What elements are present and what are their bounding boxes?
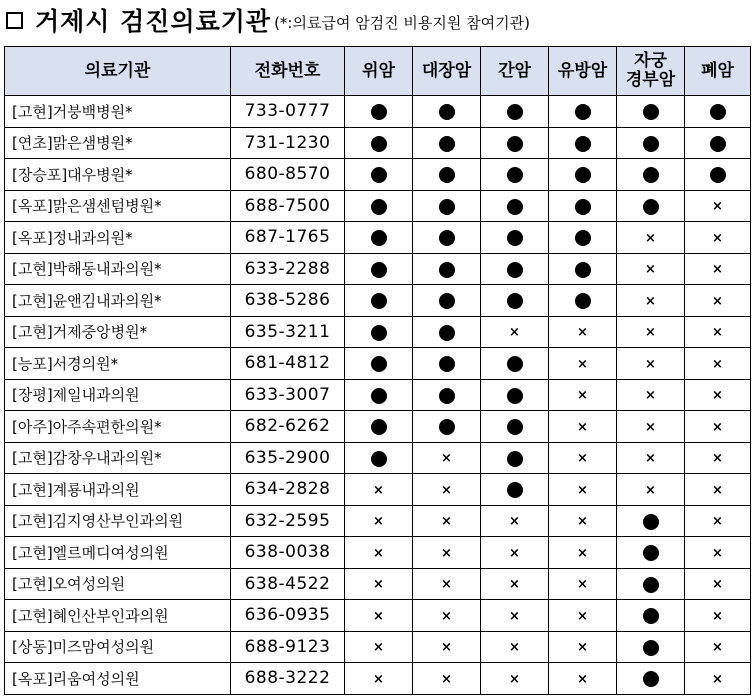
not-available-cell (685, 505, 751, 537)
institution-name: [고현]박해동내과의원* (5, 253, 231, 285)
header-cancer-breast: 유방암 (549, 47, 617, 96)
table-row (5, 411, 751, 443)
not-available-cell (617, 348, 685, 380)
available-cell (345, 411, 413, 443)
filled-circle-icon (371, 104, 387, 120)
cross-mark-icon: × (509, 514, 520, 530)
available-cell (413, 96, 481, 128)
filled-circle-icon (371, 167, 387, 183)
cross-mark-icon: × (373, 671, 384, 687)
not-available-cell (685, 568, 751, 600)
available-cell (345, 379, 413, 411)
not-available-cell (549, 568, 617, 600)
phone-number: 638-5286 (231, 285, 345, 317)
cross-mark-icon: × (645, 262, 656, 278)
available-cell (413, 411, 481, 443)
filled-circle-icon (575, 199, 591, 215)
not-available-cell (345, 568, 413, 600)
available-cell (413, 348, 481, 380)
cross-mark-icon: × (577, 608, 588, 624)
cross-mark-icon: × (509, 577, 520, 593)
institution-name: [아주]아주속편한의원* (5, 411, 231, 443)
table-row (5, 222, 751, 254)
cross-mark-icon: × (712, 640, 723, 656)
not-available-cell (685, 442, 751, 474)
available-cell (413, 379, 481, 411)
phone-number: 687-1765 (231, 222, 345, 254)
available-cell (617, 127, 685, 159)
cross-mark-icon: × (441, 482, 452, 498)
cross-mark-icon: × (645, 419, 656, 435)
header-institution: 의료기관 (5, 47, 231, 96)
phone-number: 638-4522 (231, 568, 345, 600)
filled-circle-icon (507, 293, 523, 309)
cross-mark-icon: × (373, 482, 384, 498)
not-available-cell (345, 537, 413, 569)
header-cancer-cervical: 자궁 경부암 (617, 47, 685, 96)
available-cell (617, 159, 685, 191)
not-available-cell (685, 411, 751, 443)
cross-mark-icon: × (509, 545, 520, 561)
available-cell (345, 127, 413, 159)
not-available-cell (345, 600, 413, 632)
not-available-cell (685, 190, 751, 222)
available-cell (413, 316, 481, 348)
not-available-cell (413, 663, 481, 695)
available-cell (617, 631, 685, 663)
not-available-cell (617, 253, 685, 285)
filled-circle-icon (371, 356, 387, 372)
cross-mark-icon: × (577, 577, 588, 593)
available-cell (413, 222, 481, 254)
table-row (5, 631, 751, 663)
available-cell (413, 127, 481, 159)
institution-name: [고현]엘르메디여성의원 (5, 537, 231, 569)
phone-number: 682-6262 (231, 411, 345, 443)
clinic-table (4, 46, 751, 695)
cross-mark-icon: × (712, 577, 723, 593)
cross-mark-icon: × (577, 671, 588, 687)
not-available-cell (481, 663, 549, 695)
filled-circle-icon (643, 640, 659, 656)
not-available-cell (685, 253, 751, 285)
checkbox-square-icon (6, 12, 23, 29)
not-available-cell (413, 631, 481, 663)
cross-mark-icon: × (712, 199, 723, 215)
filled-circle-icon (507, 167, 523, 183)
not-available-cell (413, 568, 481, 600)
filled-circle-icon (643, 167, 659, 183)
not-available-cell (549, 537, 617, 569)
phone-number: 636-0935 (231, 600, 345, 632)
table-row (5, 537, 751, 569)
cross-mark-icon: × (712, 671, 723, 687)
not-available-cell (685, 474, 751, 506)
filled-circle-icon (439, 325, 455, 341)
available-cell (481, 442, 549, 474)
cross-mark-icon: × (645, 451, 656, 467)
institution-name: [연초]맑은샘병원* (5, 127, 231, 159)
filled-circle-icon (439, 419, 455, 435)
not-available-cell (617, 316, 685, 348)
header-row (5, 47, 751, 96)
available-cell (481, 474, 549, 506)
available-cell (413, 159, 481, 191)
cross-mark-icon: × (712, 293, 723, 309)
not-available-cell (413, 600, 481, 632)
cross-mark-icon: × (577, 640, 588, 656)
institution-name: [상동]미즈맘여성의원 (5, 631, 231, 663)
cross-mark-icon: × (712, 608, 723, 624)
available-cell (345, 96, 413, 128)
table-row (5, 285, 751, 317)
cross-mark-icon: × (712, 230, 723, 246)
available-cell (685, 127, 751, 159)
institution-name: [고현]김지영산부인과의원 (5, 505, 231, 537)
phone-number: 638-0038 (231, 537, 345, 569)
filled-circle-icon (575, 104, 591, 120)
filled-circle-icon (710, 104, 726, 120)
available-cell (617, 190, 685, 222)
not-available-cell (345, 474, 413, 506)
filled-circle-icon (439, 136, 455, 152)
filled-circle-icon (507, 451, 523, 467)
filled-circle-icon (643, 104, 659, 120)
cross-mark-icon: × (441, 671, 452, 687)
institution-name: [고현]계룡내과의원 (5, 474, 231, 506)
filled-circle-icon (575, 230, 591, 246)
institution-name: [고현]감창우내과의원* (5, 442, 231, 474)
cross-mark-icon: × (509, 608, 520, 624)
not-available-cell (685, 631, 751, 663)
phone-number: 635-3211 (231, 316, 345, 348)
not-available-cell (345, 631, 413, 663)
not-available-cell (685, 663, 751, 695)
phone-number: 731-1230 (231, 127, 345, 159)
filled-circle-icon (439, 293, 455, 309)
filled-circle-icon (439, 167, 455, 183)
filled-circle-icon (371, 451, 387, 467)
filled-circle-icon (439, 262, 455, 278)
available-cell (481, 253, 549, 285)
available-cell (345, 348, 413, 380)
cross-mark-icon: × (645, 356, 656, 372)
filled-circle-icon (643, 545, 659, 561)
institution-name: [장평]제일내과의원 (5, 379, 231, 411)
filled-circle-icon (507, 230, 523, 246)
available-cell (617, 600, 685, 632)
filled-circle-icon (439, 388, 455, 404)
cross-mark-icon: × (645, 482, 656, 498)
filled-circle-icon (371, 262, 387, 278)
cross-mark-icon: × (373, 640, 384, 656)
cross-mark-icon: × (577, 419, 588, 435)
available-cell (549, 96, 617, 128)
filled-circle-icon (710, 167, 726, 183)
phone-number: 688-7500 (231, 190, 345, 222)
table-row (5, 127, 751, 159)
table-row (5, 568, 751, 600)
not-available-cell (617, 285, 685, 317)
filled-circle-icon (507, 419, 523, 435)
phone-number: 681-4812 (231, 348, 345, 380)
title-note: (*:의료급여 암검진 비용지원 참여기관) (274, 14, 530, 32)
filled-circle-icon (710, 136, 726, 152)
filled-circle-icon (371, 388, 387, 404)
filled-circle-icon (507, 136, 523, 152)
not-available-cell (413, 537, 481, 569)
available-cell (345, 253, 413, 285)
cross-mark-icon: × (577, 482, 588, 498)
filled-circle-icon (575, 167, 591, 183)
table-row (5, 505, 751, 537)
cross-mark-icon: × (712, 514, 723, 530)
filled-circle-icon (643, 136, 659, 152)
cross-mark-icon: × (373, 608, 384, 624)
not-available-cell (413, 474, 481, 506)
header-cancer-colon: 대장암 (413, 47, 481, 96)
institution-name: [고현]거붕백병원* (5, 96, 231, 128)
available-cell (345, 222, 413, 254)
cross-mark-icon: × (712, 262, 723, 278)
not-available-cell (685, 285, 751, 317)
not-available-cell (481, 600, 549, 632)
cross-mark-icon: × (577, 514, 588, 530)
available-cell (549, 285, 617, 317)
filled-circle-icon (371, 230, 387, 246)
filled-circle-icon (507, 262, 523, 278)
filled-circle-icon (371, 325, 387, 341)
phone-number: 633-3007 (231, 379, 345, 411)
not-available-cell (617, 411, 685, 443)
filled-circle-icon (643, 608, 659, 624)
available-cell (481, 127, 549, 159)
cross-mark-icon: × (509, 671, 520, 687)
not-available-cell (481, 505, 549, 537)
available-cell (413, 190, 481, 222)
not-available-cell (685, 379, 751, 411)
institution-name: [고현]오여성의원 (5, 568, 231, 600)
filled-circle-icon (507, 388, 523, 404)
phone-number: 634-2828 (231, 474, 345, 506)
available-cell (617, 663, 685, 695)
not-available-cell (549, 442, 617, 474)
table-row (5, 96, 751, 128)
cross-mark-icon: × (645, 325, 656, 341)
phone-number: 632-2595 (231, 505, 345, 537)
available-cell (685, 159, 751, 191)
available-cell (413, 253, 481, 285)
institution-name: [고현]윤앤김내과의원* (5, 285, 231, 317)
not-available-cell (685, 348, 751, 380)
not-available-cell (549, 474, 617, 506)
header-cancer-stomach: 위암 (345, 47, 413, 96)
institution-name: [능포]서경의원* (5, 348, 231, 380)
filled-circle-icon (371, 199, 387, 215)
filled-circle-icon (439, 104, 455, 120)
phone-number: 635-2900 (231, 442, 345, 474)
header-cancer-liver: 간암 (481, 47, 549, 96)
not-available-cell (481, 316, 549, 348)
filled-circle-icon (575, 136, 591, 152)
not-available-cell (549, 316, 617, 348)
available-cell (481, 190, 549, 222)
header-cancer-lung: 폐암 (685, 47, 751, 96)
not-available-cell (413, 505, 481, 537)
table-row (5, 159, 751, 191)
available-cell (617, 505, 685, 537)
institution-name: [고현]혜인산부인과의원 (5, 600, 231, 632)
not-available-cell (481, 568, 549, 600)
institution-name: [옥포]리움여성의원 (5, 663, 231, 695)
cross-mark-icon: × (645, 293, 656, 309)
cross-mark-icon: × (441, 545, 452, 561)
filled-circle-icon (371, 136, 387, 152)
filled-circle-icon (439, 230, 455, 246)
cross-mark-icon: × (441, 451, 452, 467)
available-cell (549, 253, 617, 285)
filled-circle-icon (507, 356, 523, 372)
cross-mark-icon: × (712, 356, 723, 372)
cross-mark-icon: × (441, 577, 452, 593)
not-available-cell (549, 505, 617, 537)
institution-name: [장승포]대우병원* (5, 159, 231, 191)
not-available-cell (549, 663, 617, 695)
table-row (5, 474, 751, 506)
cross-mark-icon: × (712, 545, 723, 561)
cross-mark-icon: × (577, 325, 588, 341)
available-cell (481, 285, 549, 317)
cross-mark-icon: × (441, 608, 452, 624)
header-phone: 전화번호 (231, 47, 345, 96)
table-row (5, 348, 751, 380)
cross-mark-icon: × (712, 482, 723, 498)
available-cell (685, 96, 751, 128)
phone-number: 733-0777 (231, 96, 345, 128)
available-cell (617, 96, 685, 128)
cross-mark-icon: × (373, 577, 384, 593)
not-available-cell (617, 442, 685, 474)
cross-mark-icon: × (645, 230, 656, 246)
institution-name: [옥포]맑은샘센텀병원* (5, 190, 231, 222)
institution-name: [고현]거제중앙병원* (5, 316, 231, 348)
cross-mark-icon: × (645, 388, 656, 404)
available-cell (481, 411, 549, 443)
filled-circle-icon (575, 262, 591, 278)
table-row (5, 253, 751, 285)
not-available-cell (617, 222, 685, 254)
cross-mark-icon: × (509, 640, 520, 656)
phone-number: 680-8570 (231, 159, 345, 191)
table-row (5, 316, 751, 348)
cross-mark-icon: × (373, 545, 384, 561)
not-available-cell (685, 537, 751, 569)
not-available-cell (345, 663, 413, 695)
not-available-cell (549, 348, 617, 380)
not-available-cell (345, 505, 413, 537)
filled-circle-icon (439, 199, 455, 215)
not-available-cell (549, 379, 617, 411)
filled-circle-icon (507, 482, 523, 498)
not-available-cell (685, 222, 751, 254)
cross-mark-icon: × (712, 451, 723, 467)
filled-circle-icon (371, 419, 387, 435)
available-cell (481, 96, 549, 128)
available-cell (549, 127, 617, 159)
cross-mark-icon: × (712, 325, 723, 341)
not-available-cell (481, 631, 549, 663)
cross-mark-icon: × (509, 325, 520, 341)
phone-number: 688-3222 (231, 663, 345, 695)
not-available-cell (617, 379, 685, 411)
available-cell (481, 379, 549, 411)
available-cell (617, 568, 685, 600)
cross-mark-icon: × (712, 419, 723, 435)
filled-circle-icon (439, 356, 455, 372)
available-cell (549, 190, 617, 222)
available-cell (345, 442, 413, 474)
filled-circle-icon (643, 671, 659, 687)
not-available-cell (549, 631, 617, 663)
institution-name: [옥포]정내과의원* (5, 222, 231, 254)
filled-circle-icon (575, 293, 591, 309)
not-available-cell (685, 316, 751, 348)
available-cell (345, 190, 413, 222)
available-cell (481, 159, 549, 191)
available-cell (481, 222, 549, 254)
cross-mark-icon: × (712, 388, 723, 404)
not-available-cell (617, 474, 685, 506)
not-available-cell (549, 411, 617, 443)
title-main: 거제시 검진의료기관 (35, 7, 272, 36)
table-row (5, 442, 751, 474)
cross-mark-icon: × (441, 514, 452, 530)
available-cell (481, 348, 549, 380)
available-cell (549, 222, 617, 254)
not-available-cell (413, 442, 481, 474)
available-cell (345, 159, 413, 191)
cross-mark-icon: × (577, 545, 588, 561)
cross-mark-icon: × (577, 388, 588, 404)
filled-circle-icon (371, 293, 387, 309)
not-available-cell (685, 600, 751, 632)
filled-circle-icon (507, 104, 523, 120)
phone-number: 688-9123 (231, 631, 345, 663)
available-cell (549, 159, 617, 191)
cross-mark-icon: × (441, 640, 452, 656)
table-row (5, 663, 751, 695)
filled-circle-icon (643, 199, 659, 215)
filled-circle-icon (643, 514, 659, 530)
available-cell (413, 285, 481, 317)
cross-mark-icon: × (577, 451, 588, 467)
phone-number: 633-2288 (231, 253, 345, 285)
table-row (5, 379, 751, 411)
table-row (5, 190, 751, 222)
available-cell (345, 316, 413, 348)
cross-mark-icon: × (577, 356, 588, 372)
filled-circle-icon (643, 577, 659, 593)
table-row (5, 600, 751, 632)
cross-mark-icon: × (373, 514, 384, 530)
available-cell (345, 285, 413, 317)
filled-circle-icon (507, 199, 523, 215)
not-available-cell (549, 600, 617, 632)
available-cell (617, 537, 685, 569)
page-title (4, 2, 530, 38)
not-available-cell (481, 537, 549, 569)
